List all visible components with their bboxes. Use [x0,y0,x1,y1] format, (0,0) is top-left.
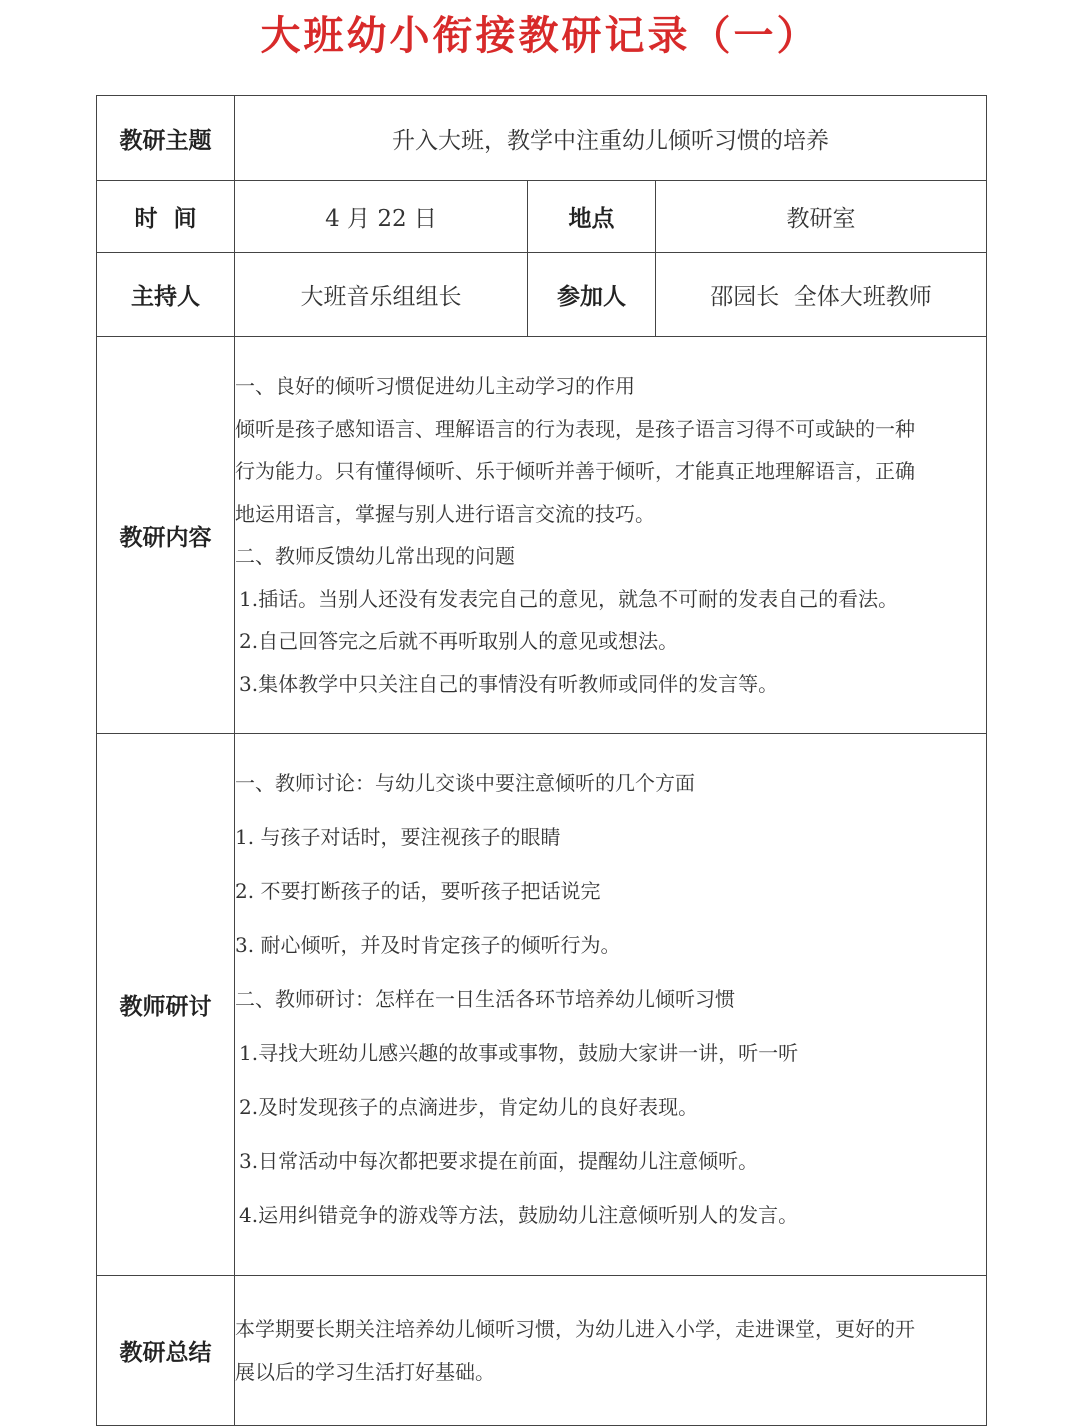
place-value: 教研室 [656,181,987,253]
table-row-summary [97,1276,987,1426]
discussion-label: 教师研讨 [97,734,235,1276]
content-body [235,337,987,734]
summary-line: 展以后的学习生活打好基础。 [235,1359,495,1384]
time-label: 时 间 [97,181,235,253]
content-line: 一、良好的倾听习惯促进幼儿主动学习的作用 [235,374,635,398]
host-value: 大班音乐组组长 [235,253,528,337]
table-row-content [97,337,987,734]
place-label: 地点 [528,181,656,253]
research-record-table [96,95,987,1426]
discussion-body [235,734,987,1276]
content-line: 3.集体教学中只关注自己的事情没有听教师或同伴的发言等。 [239,671,779,696]
table-row-time-place [97,181,987,253]
participants-value: 邵园长 全体大班教师 [656,253,987,337]
participants-label: 参加人 [528,253,656,337]
host-label: 主持人 [97,253,235,337]
discussion-line: 4.运用纠错竞争的游戏等方法，鼓励幼儿注意倾听别人的发言。 [239,1202,799,1227]
summary-body [235,1276,987,1426]
content-line: 1.插话。当别人还没有发表完自己的意见，就急不可耐的发表自己的看法。 [239,586,899,611]
content-line: 行为能力。只有懂得倾听、乐于倾听并善于倾听，才能真正地理解语言，正确 [235,459,915,483]
discussion-line: 2. 不要打断孩子的话，要听孩子把话说完 [235,878,601,903]
table-row-discussion [97,734,987,1276]
content-line: 2.自己回答完之后就不再听取别人的意见或想法。 [239,629,679,653]
content-label: 教研内容 [97,337,235,734]
content-line: 二、教师反馈幼儿常出现的问题 [235,544,515,568]
table-row-topic [97,96,987,181]
topic-value: 升入大班，教学中注重幼儿倾听习惯的培养 [235,96,987,181]
discussion-line: 二、教师研讨：怎样在一日生活各环节培养幼儿倾听习惯 [235,986,735,1011]
time-value: 4 月 22 日 [235,181,528,253]
content-line: 倾听是孩子感知语言、理解语言的行为表现，是孩子语言习得不可或缺的一种 [235,416,915,441]
topic-label: 教研主题 [97,96,235,181]
table-row-host-participants [97,253,987,337]
discussion-line: 2.及时发现孩子的点滴进步，肯定幼儿的良好表现。 [239,1094,699,1119]
discussion-line: 1. 与孩子对话时，要注视孩子的眼睛 [235,824,561,849]
summary-line: 本学期要长期关注培养幼儿倾听习惯，为幼儿进入小学，走进课堂，更好的开 [235,1316,915,1341]
discussion-line: 3. 耐心倾听，并及时肯定孩子的倾听行为。 [235,932,621,957]
discussion-line: 3.日常活动中每次都把要求提在前面，提醒幼儿注意倾听。 [239,1148,759,1173]
summary-label: 教研总结 [97,1276,235,1426]
page-title: 大班幼小衔接教研记录（一） [260,13,820,59]
discussion-line: 1.寻找大班幼儿感兴趣的故事或事物，鼓励大家讲一讲，听一听 [239,1040,799,1065]
content-line: 地运用语言，掌握与别人进行语言交流的技巧。 [235,501,655,526]
discussion-line: 一、教师讨论：与幼儿交谈中要注意倾听的几个方面 [235,770,695,795]
